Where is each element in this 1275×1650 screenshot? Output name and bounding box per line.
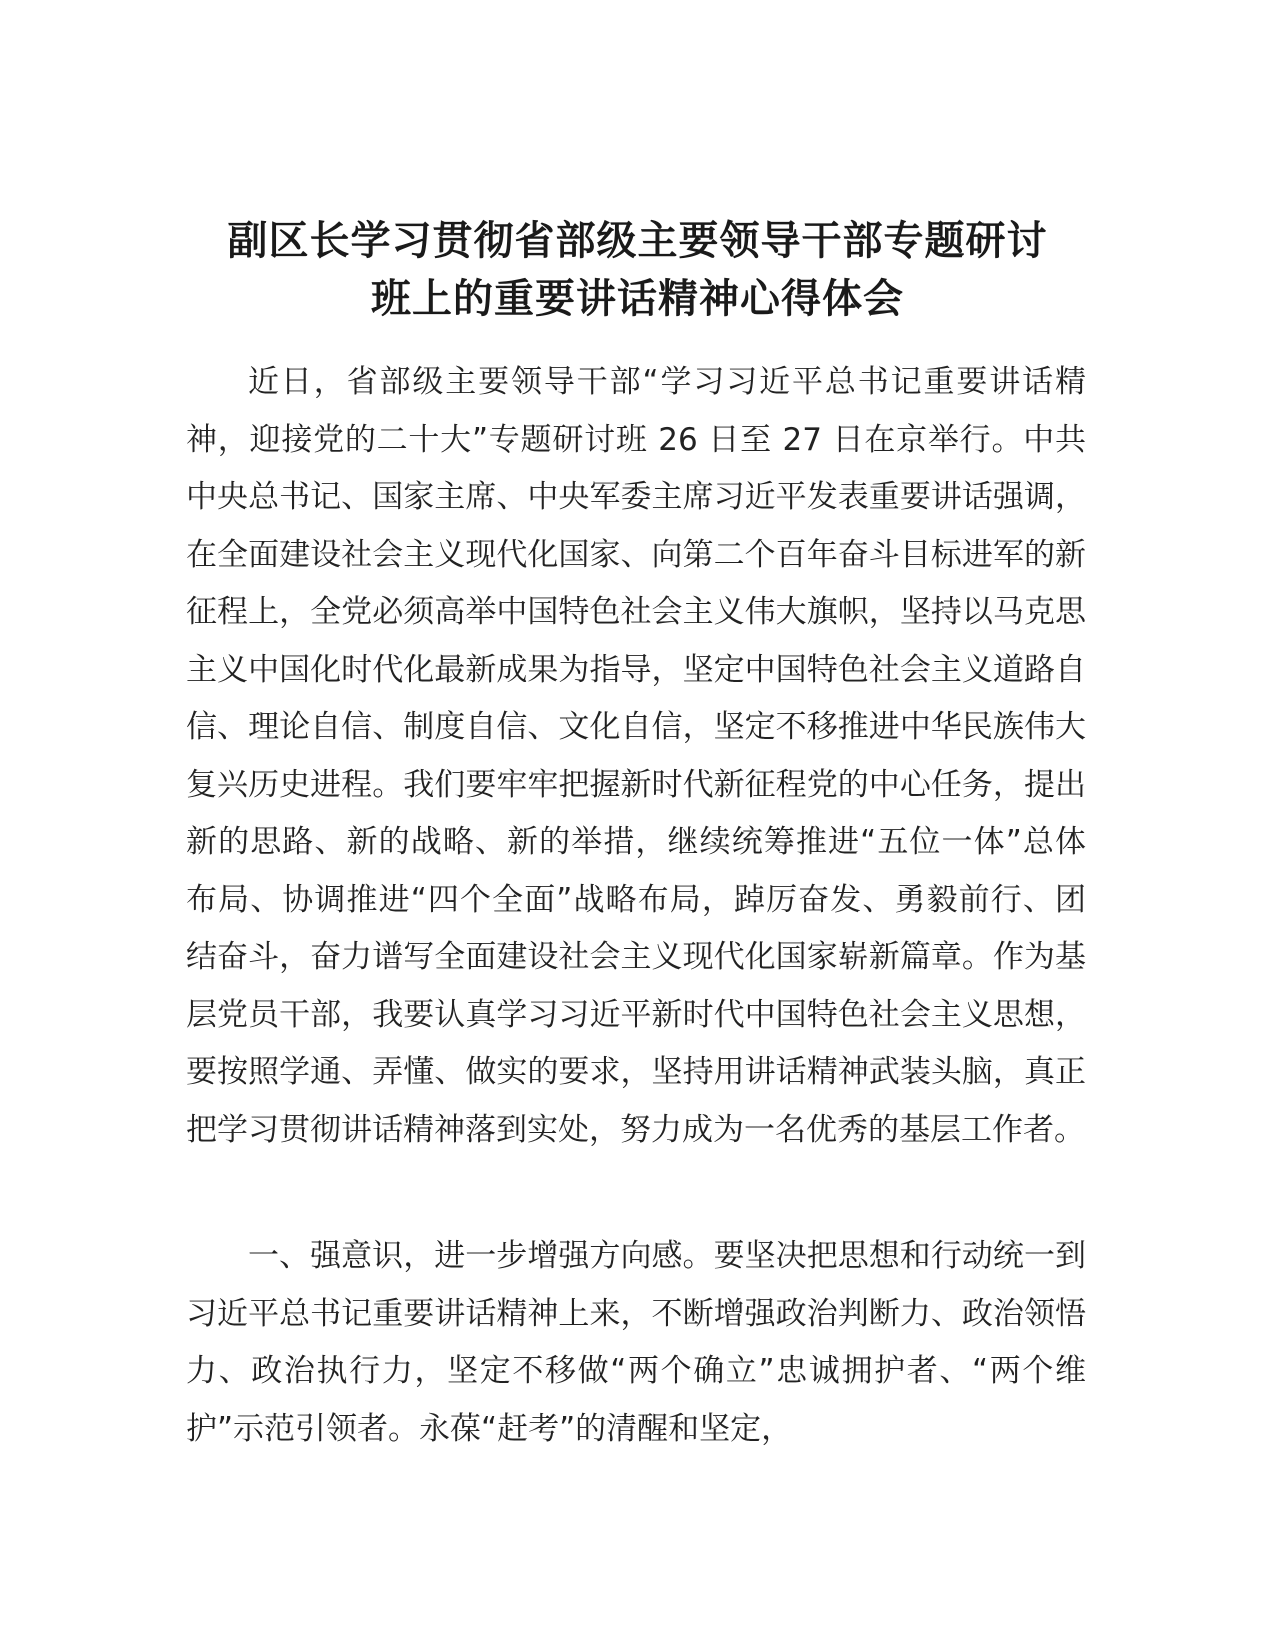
title-line-1: 副区长学习贯彻省部级主要领导干部专题研讨: [227, 218, 1048, 264]
document-title: [150, 212, 1125, 328]
paragraph-text: 近日，省部级主要领导干部“学习习近平总书记重要讲话精神，迎接党的二十大”专题研讨班 26 日至 27 日在京举行。中共中央总书记、国家主席、中央军委主席习近平发表重要讲话强调，在全面建设社会主义现代化国家、向第二个百年奋斗目标进军的新征程上，全党必须高举中国特色社会主义伟大旗帜，坚持以马克思主义中国化时代化最新成果为指导，坚定中国特色社会主义道路自信、理论自信、制度自信、文化自信，坚定不移推进中华民族伟大复兴历史进程。我们要牢牢把握新时代新征程党的中心任务，提出新的思路、新的战略、新的举措，继续统筹推进“五位一体”总体布局、协调推进“四个全面”战略布局，踔厉奋发、勇毅前行、团结奋斗，奋力谱写全面建设社会主义现代化国家崭新篇章。作为基层党员干部，我要认真学习习近平新时代中国特色社会主义思想，要按照学通、弄懂、做实的要求，坚持用讲话精神武装头脑，真正把学习贯彻讲话精神落到实处，努力成为一名优秀的基层工作者。: [186, 364, 1086, 1148]
paragraph-text: 一、强意识，进一步增强方向感。要坚决把思想和行动统一到习近平总书记重要讲话精神上来，不断增强政治判断力、政治领悟力、政治执行力，坚定不移做“两个确立”忠诚拥护者、“两个维护”示范引领者。永葆“赶考”的清醒和坚定，: [186, 1238, 1086, 1447]
paragraph-1: [186, 354, 1086, 1159]
title-line-2: 班上的重要讲话精神心得体会: [371, 276, 904, 322]
paragraph-2: [186, 1228, 1086, 1458]
